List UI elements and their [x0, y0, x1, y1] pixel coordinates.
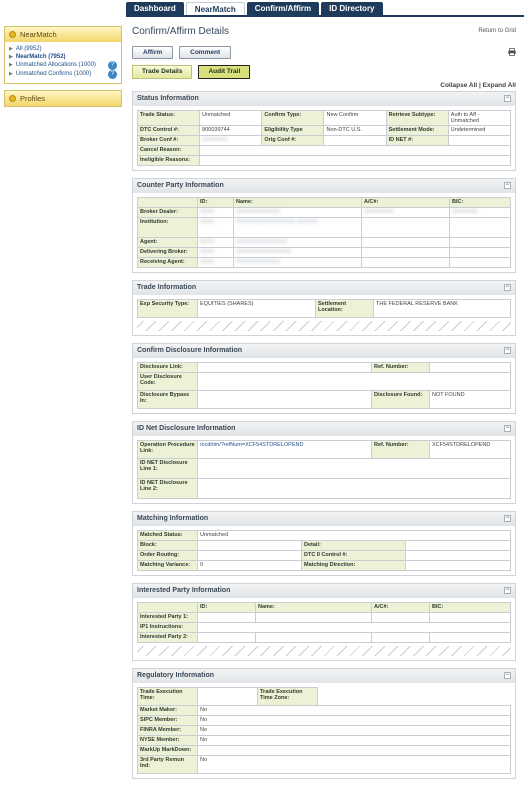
field-label: Block: — [138, 541, 198, 551]
field-label: Ineligible Reasons: — [138, 156, 200, 166]
bullet-icon: ▶ — [9, 62, 13, 68]
collapse-icon[interactable]: − — [505, 284, 510, 290]
main-content — [132, 26, 516, 779]
nearmatch-panel — [4, 26, 122, 84]
field-label: Detail: — [302, 541, 406, 551]
field-label: Matched Status: — [138, 531, 198, 541]
column-header — [138, 198, 198, 208]
field-label: ID NET Disclosure Line 1: — [138, 459, 198, 479]
field-value: Auth to Aff - Unmatched — [448, 111, 510, 126]
redacted-value: XXXXXXXX — [362, 208, 450, 218]
field-value: Non-DTC U.S. — [324, 126, 386, 136]
field-value — [256, 613, 372, 623]
expand-icon[interactable] — [9, 95, 16, 102]
regulatory-table — [137, 687, 511, 774]
field-label: Disclosure Found: — [372, 391, 430, 409]
trade-section — [132, 280, 516, 336]
field-value — [362, 248, 450, 258]
nav-underline — [126, 15, 524, 17]
field-value — [198, 459, 511, 479]
section-title: Confirm Disclosure Information — [137, 347, 243, 354]
top-nav — [126, 2, 383, 16]
row-label: Broker Dealer: — [138, 208, 198, 218]
expand-icon[interactable] — [9, 31, 16, 38]
field-value — [198, 613, 256, 623]
field-value — [362, 258, 450, 268]
column-header: ID: — [198, 603, 256, 613]
row-label: IP1 Instructions: — [138, 623, 198, 633]
field-value — [198, 633, 256, 643]
field-label: Disclosure Link: — [138, 363, 198, 373]
field-label: ID NET #: — [386, 136, 448, 146]
field-label: Market Maker: — [138, 706, 198, 716]
field-label: User Disclosure Code: — [138, 373, 198, 391]
row-label: Interested Party 2: — [138, 633, 198, 643]
section-header[interactable] — [133, 512, 515, 526]
bullet-icon: ▶ — [9, 54, 13, 60]
status-section — [132, 91, 516, 171]
sidebar — [4, 26, 122, 113]
field-value — [324, 136, 386, 146]
redacted-value: XXXXXXXXXXXX — [234, 258, 362, 268]
field-value — [406, 551, 511, 561]
collapse-icon[interactable]: − — [505, 515, 510, 521]
comment-button[interactable]: Comment — [179, 46, 231, 59]
column-header: Name: — [256, 603, 372, 613]
sidebar-item-unmatched-confirms[interactable] — [9, 70, 117, 79]
return-to-grid-link[interactable]: Return to Grid — [478, 28, 516, 34]
column-header: A/C#: — [372, 603, 430, 613]
field-value — [372, 613, 430, 623]
field-label: FINRA Member: — [138, 726, 198, 736]
redacted-value: XXXX — [198, 258, 234, 268]
field-value — [198, 688, 258, 706]
interested-party-table — [137, 602, 511, 643]
profiles-panel — [4, 90, 122, 107]
tab-dashboard[interactable]: Dashboard — [126, 2, 184, 16]
field-label: SIPC Member: — [138, 716, 198, 726]
section-header[interactable] — [133, 422, 515, 436]
row-label: Interested Party 1: — [138, 613, 198, 623]
field-label: Orig Conf #: — [262, 136, 324, 146]
sidebar-item-unmatched-allocations[interactable] — [9, 61, 117, 70]
row-label: Institution: — [138, 218, 198, 238]
field-value — [450, 258, 511, 268]
profiles-panel-title: Profiles — [20, 94, 46, 103]
section-header[interactable] — [133, 281, 515, 295]
field-value — [318, 688, 511, 706]
row-label: Delivering Broker: — [138, 248, 198, 258]
regulatory-section — [132, 668, 516, 779]
field-value — [256, 633, 372, 643]
status-table — [137, 110, 511, 166]
field-value — [198, 391, 372, 409]
affirm-button[interactable]: Affirm — [132, 46, 173, 59]
redacted-value: XXXX — [198, 248, 234, 258]
field-value — [198, 541, 302, 551]
redacted-value: XXXXXXXXXXXX — [234, 208, 362, 218]
trade-details-tab[interactable]: Trade Details — [132, 65, 192, 79]
field-value — [198, 479, 511, 499]
bullet-icon: ▶ — [9, 71, 13, 77]
table-row — [138, 238, 511, 248]
nearmatch-panel-title: NearMatch — [20, 30, 57, 39]
section-title: Matching Information — [137, 515, 209, 522]
redacted-value: XXXXXXXXXXXXXXX — [234, 248, 362, 258]
audit-trail-tab[interactable]: Audit Trail — [198, 65, 250, 79]
field-value — [198, 623, 511, 633]
field-label: MarkUp MarkDown: — [138, 746, 198, 756]
torn-edge — [137, 321, 511, 331]
collapse-icon[interactable]: − — [505, 425, 510, 431]
field-value: Unmatched — [198, 531, 511, 541]
field-label: Trade Execution Time: — [138, 688, 198, 706]
field-label: Ref. Number: — [372, 441, 430, 459]
field-value — [200, 146, 511, 156]
field-label: Cancel Reason: — [138, 146, 200, 156]
field-value: Unmatched — [200, 111, 262, 126]
matching-section — [132, 511, 516, 576]
redacted-value: XXXXXXX — [200, 136, 262, 146]
field-value: 0 — [198, 561, 302, 571]
section-title: Status Information — [137, 95, 199, 102]
collapse-icon[interactable]: − — [505, 182, 510, 188]
field-value — [198, 551, 302, 561]
field-label: DTC II Control #: — [302, 551, 406, 561]
interested-party-section — [132, 583, 516, 661]
field-value: No — [198, 726, 511, 736]
tab-id-directory[interactable]: ID Directory — [321, 2, 382, 16]
table-row — [138, 258, 511, 268]
field-label: Ref. Number: — [372, 363, 430, 373]
trade-table — [137, 299, 511, 318]
field-label: NYSE Member: — [138, 736, 198, 746]
field-value — [362, 218, 450, 238]
field-value — [430, 613, 511, 623]
field-value — [430, 363, 511, 373]
confirm-disclosure-table — [137, 362, 511, 409]
tab-nearmatch[interactable]: NearMatch — [186, 2, 245, 16]
field-value — [198, 746, 511, 756]
collapse-icon[interactable]: − — [505, 95, 510, 101]
field-label: 3rd Party Remun Ind: — [138, 756, 198, 774]
field-value — [198, 373, 511, 391]
counterparty-section — [132, 178, 516, 273]
section-title: Regulatory Information — [137, 672, 215, 679]
field-label: Retrieve Subtype: — [386, 111, 448, 126]
field-label: ID NET Disclosure Line 2: — [138, 479, 198, 499]
collapse-icon[interactable]: − — [505, 672, 510, 678]
field-label: Matching Direction: — [302, 561, 406, 571]
section-title: Counter Party Information — [137, 182, 224, 189]
column-header: BIC: — [430, 603, 511, 613]
section-header[interactable] — [133, 584, 515, 598]
help-icon[interactable]: ? — [108, 70, 117, 79]
field-value: New Confirm — [324, 111, 386, 126]
redacted-value: XXXXXXXXXXXXXXXX XXXXXX — [234, 218, 362, 238]
field-label: Trade Status: — [138, 111, 200, 126]
matching-table — [137, 530, 511, 571]
field-value — [406, 541, 511, 551]
torn-edge — [137, 646, 511, 656]
section-title: Trade Information — [137, 284, 197, 291]
redacted-value: XXXX — [198, 218, 234, 238]
field-label: DTC Control #: — [138, 126, 200, 136]
page-title: Confirm/Affirm Details — [132, 26, 230, 37]
sidebar-item-label: Unmatched Allocations (1000) — [15, 62, 96, 68]
field-value: THE FEDERAL RESERVE BANK — [374, 300, 511, 318]
field-label: Settlement Mode: — [386, 126, 448, 136]
section-title: ID Net Disclosure Information — [137, 425, 236, 432]
column-header: ID: — [198, 198, 234, 208]
field-value: 800039744 — [200, 126, 262, 136]
idnet-table — [137, 440, 511, 499]
section-header[interactable] — [133, 179, 515, 193]
field-value: No — [198, 706, 511, 716]
operation-procedure-link[interactable]: /ocdrlim/?refNum=XCF54STDRELOPEND — [198, 441, 372, 459]
row-label: Receiving Agent: — [138, 258, 198, 268]
field-value: Undetermined — [448, 126, 510, 136]
field-label: Trade Execution Time Zone: — [258, 688, 318, 706]
table-row — [138, 248, 511, 258]
field-value — [372, 633, 430, 643]
sidebar-item-label: All (9952) — [15, 46, 42, 52]
sidebar-item-nearmatch[interactable] — [9, 53, 117, 61]
field-label: Eligibility Type — [262, 126, 324, 136]
section-title: Interested Party Information — [137, 587, 231, 594]
idnet-section — [132, 421, 516, 504]
section-header[interactable] — [133, 344, 515, 358]
field-value — [198, 363, 372, 373]
profiles-panel-header[interactable] — [5, 91, 121, 106]
field-value: No — [198, 716, 511, 726]
section-header[interactable] — [133, 92, 515, 106]
redacted-value: XXXXXXXXXXXXXX — [234, 238, 362, 248]
help-icon[interactable]: ? — [108, 61, 117, 70]
collapse-icon[interactable]: − — [505, 587, 510, 593]
redacted-value: XXXX — [198, 238, 234, 248]
column-header: BIC: — [450, 198, 511, 208]
field-label: Disclosure Bypass In: — [138, 391, 198, 409]
counterparty-table — [137, 197, 511, 268]
field-value — [450, 238, 511, 248]
collapse-expand-links[interactable]: Collapse All | Expand All — [440, 82, 516, 89]
confirm-disclosure-section — [132, 343, 516, 414]
collapse-icon[interactable]: − — [505, 347, 510, 353]
field-value — [200, 156, 511, 166]
column-header — [138, 603, 198, 613]
redacted-value: XXXXXXX — [450, 208, 511, 218]
column-header: Name: — [234, 198, 362, 208]
field-value: NOT FOUND — [430, 391, 511, 409]
field-label: Broker Conf #: — [138, 136, 200, 146]
field-value: No — [198, 756, 511, 774]
table-row — [138, 218, 511, 238]
nearmatch-panel-header[interactable] — [5, 27, 121, 42]
field-value — [448, 136, 510, 146]
field-value: No — [198, 736, 511, 746]
sidebar-item-all[interactable] — [9, 45, 117, 53]
field-label: Order Routing: — [138, 551, 198, 561]
field-label: Confirm Type: — [262, 111, 324, 126]
field-value: EQUITIES (SHARES) — [198, 300, 316, 318]
field-value: XCF54STDRELOPEND — [430, 441, 511, 459]
sidebar-item-label: NearMatch (7952) — [15, 54, 66, 60]
section-header[interactable] — [133, 669, 515, 683]
row-label: Agent: — [138, 238, 198, 248]
field-label: Exp Security Type: — [138, 300, 198, 318]
field-value — [450, 218, 511, 238]
column-header: A/C#: — [362, 198, 450, 208]
field-label: Settlement Location: — [316, 300, 374, 318]
tab-confirm-affirm[interactable]: Confirm/Affirm — [247, 2, 319, 16]
field-value — [362, 238, 450, 248]
sidebar-item-label: Unmatched Confirms (1000) — [15, 71, 92, 77]
redacted-value: XXXX — [198, 208, 234, 218]
field-value — [450, 248, 511, 258]
field-value — [406, 561, 511, 571]
bullet-icon: ▶ — [9, 46, 13, 52]
field-label: Operation Procedure Link: — [138, 441, 198, 459]
table-row — [138, 208, 511, 218]
print-icon[interactable] — [508, 48, 516, 56]
field-label: Matching Variance: — [138, 561, 198, 571]
field-value — [430, 633, 511, 643]
